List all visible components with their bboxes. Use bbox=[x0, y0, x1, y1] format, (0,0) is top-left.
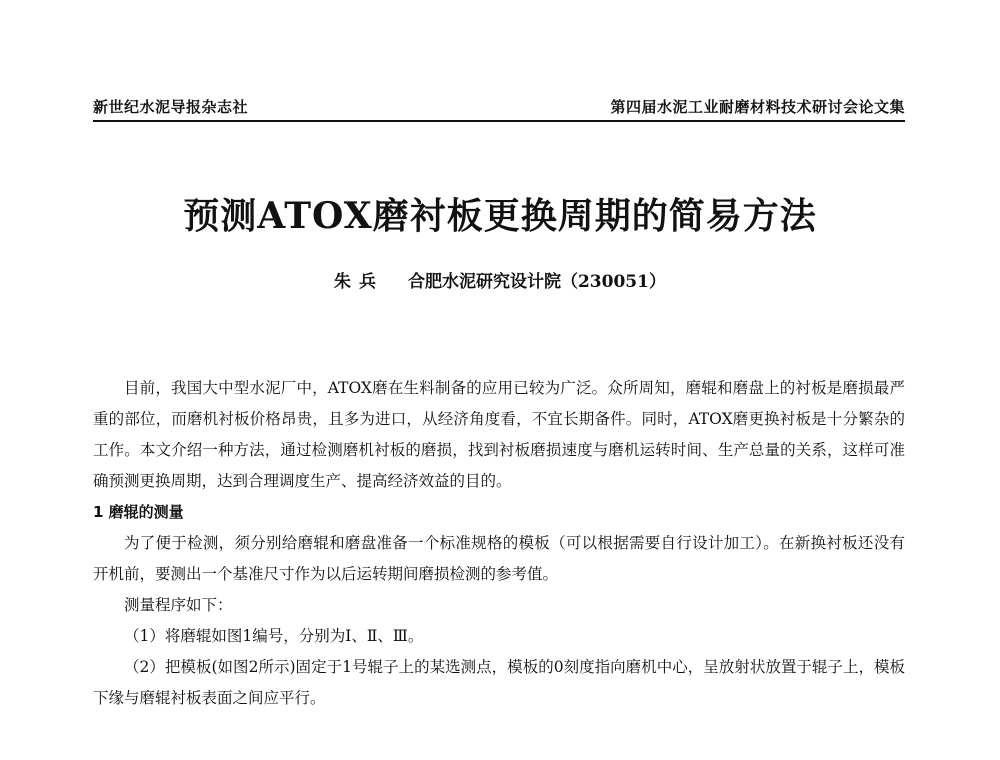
section-heading: 1 磨辊的测量 bbox=[93, 503, 184, 521]
paper-title: 预测ATOX磨衬板更换周期的简易方法 bbox=[183, 195, 817, 237]
running-header bbox=[93, 96, 905, 122]
author-name: 朱兵 bbox=[334, 272, 385, 292]
header-publisher: 新世纪水泥导报杂志社 bbox=[93, 98, 249, 116]
paper-body bbox=[93, 373, 905, 714]
byline bbox=[0, 267, 1000, 292]
author-affiliation: 合肥水泥研究设计院（230051） bbox=[407, 272, 666, 292]
intro-paragraph: 目前，我国大中型水泥厂中，ATOX磨在生料制备的应用已较为广泛。众所周知，磨辊和磨盘上的衬板是磨损最严重的部位，而磨机衬板价格昂贵，且多为进口，从经济角度看，不宜长期备件。同时，ATOX磨更换衬板是十分繁杂的工作。本文介绍一种方法，通过检测磨机衬板的磨损，找到衬板磨损速度与磨机运转时间、生产总量的关系，这样可准确预测更换周期，达到合理调度生产、提高经济效益的目的。 bbox=[93, 379, 905, 490]
procedure-step: （1）将磨辊如图1编号，分别为Ⅰ、Ⅱ、Ⅲ。 bbox=[124, 627, 424, 645]
header-proceedings: 第四届水泥工业耐磨材料技术研讨会论文集 bbox=[610, 98, 905, 116]
body-paragraph: 为了便于检测，须分别给磨辊和磨盘准备一个标准规格的模板（可以根据需要自行设计加工）。在新换衬板还没有开机前，要测出一个基准尺寸作为以后运转期间磨损检测的参考值。 bbox=[93, 534, 905, 583]
procedure-step: （2）把模板(如图2所示)固定于1号辊子上的某选测点，模板的0刻度指向磨机中心，呈放射状放置于辊子上，模板下缘与磨辊衬板表面之间应平行。 bbox=[93, 658, 905, 707]
body-paragraph: 测量程序如下： bbox=[124, 596, 233, 614]
